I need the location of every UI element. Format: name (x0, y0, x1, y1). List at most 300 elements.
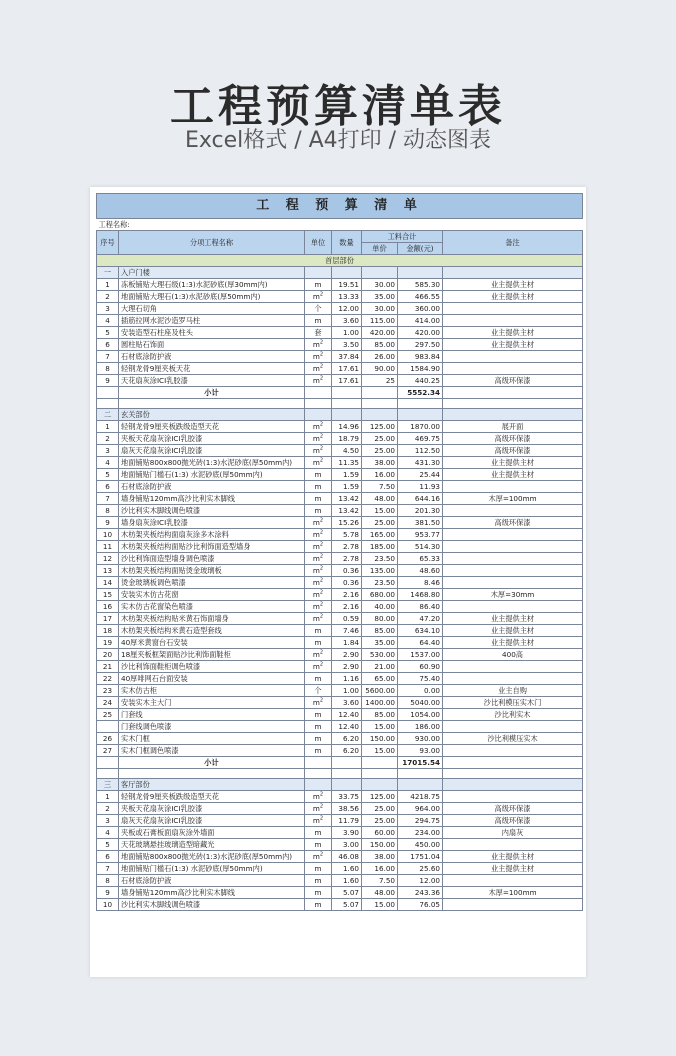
row-price: 530.00 (362, 649, 398, 661)
row-item-name: 扇灰天花扇灰涂ICI乳胶漆 (119, 445, 305, 457)
table-row (97, 745, 583, 757)
row-qty: 2.90 (332, 661, 362, 673)
row-note (443, 315, 583, 327)
row-qty: 5.07 (332, 887, 362, 899)
unit-superscript: 2 (319, 445, 324, 452)
row-item-name: 木枋架夹板结构贴米黄石饰面墙身 (119, 613, 305, 625)
row-item-name: 地面铺贴门槛石(1:3) 水泥砂底(厚50mm内) (119, 863, 305, 875)
row-qty: 1.60 (332, 863, 362, 875)
header-amount: 金额(元) (398, 243, 443, 255)
row-qty: 1.00 (332, 327, 362, 339)
subtotal-amount: 17015.54 (398, 757, 443, 769)
row-unit (305, 637, 332, 649)
poster-subtitle: Excel格式 / A4打印 / 动态图表 (184, 128, 492, 153)
row-note: 业主提供主材 (443, 327, 583, 339)
row-no: 4 (97, 457, 119, 469)
row-qty: 13.42 (332, 505, 362, 517)
table-row (97, 565, 583, 577)
row-qty: 1.16 (332, 673, 362, 685)
unit-text: 个 (314, 685, 322, 695)
row-no: 6 (97, 851, 119, 863)
unit-text: m (314, 709, 322, 719)
row-qty: 13.42 (332, 493, 362, 505)
row-item-name: 大理石切角 (119, 303, 305, 315)
row-amount: 297.50 (398, 339, 443, 351)
unit-superscript: 2 (319, 421, 324, 428)
row-no: 19 (97, 637, 119, 649)
row-note (443, 505, 583, 517)
row-no: 5 (97, 327, 119, 339)
row-unit (305, 721, 332, 733)
row-unit (305, 745, 332, 757)
row-amount: 25.44 (398, 469, 443, 481)
row-qty: 33.75 (332, 791, 362, 803)
unit-text: m (312, 613, 320, 623)
section-no: 一 (97, 267, 119, 279)
unit-text: m (314, 637, 322, 647)
unit-superscript: 2 (319, 577, 324, 584)
row-qty: 0.36 (332, 577, 362, 589)
unit-text: m (312, 851, 320, 861)
row-amount: 634.10 (398, 625, 443, 637)
row-price: 680.00 (362, 589, 398, 601)
row-amount: 1870.00 (398, 421, 443, 433)
row-amount: 64.40 (398, 637, 443, 649)
empty-cell (305, 769, 332, 779)
unit-text: m (314, 733, 322, 743)
row-unit (305, 815, 332, 827)
row-price: 85.00 (362, 709, 398, 721)
row-item-name: 木枋架夹板结构面贴烫金玻璃板 (119, 565, 305, 577)
row-note: 木厚=100mm (443, 887, 583, 899)
empty-cell (398, 779, 443, 791)
row-price: 16.00 (362, 469, 398, 481)
row-item-name: 安装造型石柱座及柱头 (119, 327, 305, 339)
unit-superscript: 2 (319, 291, 324, 298)
row-qty: 2.16 (332, 601, 362, 613)
table-row (97, 421, 583, 433)
row-item-name: 圆柱贴石饰面 (119, 339, 305, 351)
row-note: 高级环保漆 (443, 815, 583, 827)
row-price: 23.50 (362, 553, 398, 565)
unit-text: m (312, 791, 320, 801)
row-note: 业主提供主材 (443, 291, 583, 303)
row-unit (305, 433, 332, 445)
unit-superscript: 2 (319, 613, 324, 620)
row-qty: 12.00 (332, 303, 362, 315)
unit-text: m (314, 315, 322, 325)
row-unit (305, 827, 332, 839)
row-unit (305, 697, 332, 709)
row-unit (305, 375, 332, 387)
row-qty: 12.40 (332, 721, 362, 733)
row-qty: 19.51 (332, 279, 362, 291)
spacer-row (97, 399, 583, 409)
row-no: 1 (97, 279, 119, 291)
section-name: 入户门楼 (119, 267, 305, 279)
row-unit (305, 613, 332, 625)
row-amount: 1468.80 (398, 589, 443, 601)
row-price: 125.00 (362, 421, 398, 433)
section-name: 玄关部份 (119, 409, 305, 421)
header-qty: 数量 (332, 231, 362, 255)
table-row (97, 589, 583, 601)
table-row (97, 517, 583, 529)
row-note: 业主自购 (443, 685, 583, 697)
table-row (97, 851, 583, 863)
row-note: 木厚=100mm (443, 493, 583, 505)
row-amount: 381.50 (398, 517, 443, 529)
row-note (443, 351, 583, 363)
row-item-name: 石材底涂防护液 (119, 481, 305, 493)
row-qty: 3.00 (332, 839, 362, 851)
unit-text: m (312, 433, 320, 443)
table-row (97, 291, 583, 303)
unit-superscript: 2 (319, 339, 324, 346)
row-qty: 0.59 (332, 613, 362, 625)
row-qty: 1.59 (332, 469, 362, 481)
row-qty: 14.96 (332, 421, 362, 433)
row-qty: 7.46 (332, 625, 362, 637)
row-item-name: 40厚啡网石台面安装 (119, 673, 305, 685)
row-item-name: 墙身铺贴120mm高沙比利实木脚线 (119, 887, 305, 899)
empty-cell (362, 409, 398, 421)
table-row (97, 899, 583, 911)
row-no: 3 (97, 445, 119, 457)
row-no: 20 (97, 649, 119, 661)
empty-cell (398, 769, 443, 779)
unit-text: m (312, 291, 320, 301)
row-no: 15 (97, 589, 119, 601)
row-unit (305, 887, 332, 899)
row-unit (305, 685, 332, 697)
row-note (443, 875, 583, 887)
row-no: 8 (97, 875, 119, 887)
table-row (97, 433, 583, 445)
row-price: 135.00 (362, 565, 398, 577)
unit-superscript: 2 (319, 815, 324, 822)
empty-cell (443, 387, 583, 399)
unit-text: m (312, 445, 320, 455)
unit-superscript: 2 (319, 601, 324, 608)
row-unit (305, 351, 332, 363)
row-qty: 12.40 (332, 709, 362, 721)
row-unit (305, 839, 332, 851)
row-unit (305, 851, 332, 863)
row-price: 15.00 (362, 899, 398, 911)
row-qty: 46.08 (332, 851, 362, 863)
table-row (97, 649, 583, 661)
empty-cell (362, 757, 398, 769)
row-item-name: 沙比利饰面鞋柜调色喷漆 (119, 661, 305, 673)
floor-band-label: 首层部份 (97, 255, 583, 267)
row-amount: 112.50 (398, 445, 443, 457)
row-price: 25.00 (362, 517, 398, 529)
row-unit (305, 481, 332, 493)
table-row (97, 529, 583, 541)
table-row (97, 339, 583, 351)
row-no (97, 721, 119, 733)
row-unit (305, 577, 332, 589)
row-note: 业主提供主材 (443, 637, 583, 649)
row-qty: 37.84 (332, 351, 362, 363)
row-amount: 234.00 (398, 827, 443, 839)
row-price: 40.00 (362, 601, 398, 613)
table-row (97, 697, 583, 709)
row-unit (305, 469, 332, 481)
row-unit (305, 649, 332, 661)
row-item-name: 墙身铺贴120mm高沙比利实木脚线 (119, 493, 305, 505)
row-no: 8 (97, 363, 119, 375)
table-row (97, 279, 583, 291)
table-row (97, 625, 583, 637)
empty-cell (443, 779, 583, 791)
table-row (97, 505, 583, 517)
table-row (97, 481, 583, 493)
row-amount: 466.55 (398, 291, 443, 303)
row-qty: 2.78 (332, 541, 362, 553)
row-amount: 644.16 (398, 493, 443, 505)
row-amount: 440.25 (398, 375, 443, 387)
row-item-name: 烫金玻璃板调色喷漆 (119, 577, 305, 589)
row-price: 1400.00 (362, 697, 398, 709)
row-no: 4 (97, 315, 119, 327)
unit-text: m (314, 875, 322, 885)
unit-text: m (312, 815, 320, 825)
row-no: 9 (97, 887, 119, 899)
row-qty: 6.20 (332, 745, 362, 757)
unit-text: m (312, 649, 320, 659)
row-amount: 48.60 (398, 565, 443, 577)
row-item-name: 轻钢龙骨9厘夹板天花 (119, 363, 305, 375)
row-item-name: 夹板天花扇灰涂ICI乳胶漆 (119, 803, 305, 815)
row-amount: 25.60 (398, 863, 443, 875)
row-price: 80.00 (362, 613, 398, 625)
row-no: 8 (97, 505, 119, 517)
section-header-row (97, 409, 583, 421)
empty-cell (443, 409, 583, 421)
unit-text: m (314, 839, 322, 849)
unit-text: m (312, 803, 320, 813)
empty-cell (362, 267, 398, 279)
row-amount: 12.00 (398, 875, 443, 887)
row-price: 85.00 (362, 625, 398, 637)
row-no: 16 (97, 601, 119, 613)
row-item-name: 天花扇灰涂ICI乳胶漆 (119, 375, 305, 387)
unit-text: m (314, 279, 322, 289)
row-note (443, 565, 583, 577)
row-amount: 414.00 (398, 315, 443, 327)
row-no: 1 (97, 421, 119, 433)
row-amount: 431.30 (398, 457, 443, 469)
spacer-row (97, 769, 583, 779)
row-qty: 17.61 (332, 363, 362, 375)
row-item-name: 实木门框 (119, 733, 305, 745)
row-price: 48.00 (362, 887, 398, 899)
row-item-name: 石材底涂防护液 (119, 351, 305, 363)
unit-superscript: 2 (319, 589, 324, 596)
row-note (443, 839, 583, 851)
row-amount: 964.00 (398, 803, 443, 815)
row-price: 25.00 (362, 815, 398, 827)
row-no: 6 (97, 339, 119, 351)
row-no: 10 (97, 899, 119, 911)
unit-superscript: 2 (319, 791, 324, 798)
table-row (97, 315, 583, 327)
row-price: 15.00 (362, 745, 398, 757)
row-note (443, 721, 583, 733)
row-note: 400高 (443, 649, 583, 661)
row-amount: 5040.00 (398, 697, 443, 709)
row-qty: 5.78 (332, 529, 362, 541)
row-note (443, 363, 583, 375)
row-note: 业主提供主材 (443, 469, 583, 481)
unit-superscript: 2 (319, 517, 324, 524)
row-note (443, 541, 583, 553)
subtotal-row (97, 387, 583, 399)
poster-title: 工程预算清单表 (170, 81, 506, 132)
unit-text: m (314, 493, 322, 503)
row-price: 165.00 (362, 529, 398, 541)
row-amount: 4218.75 (398, 791, 443, 803)
row-no: 27 (97, 745, 119, 757)
subtotal-label: 小计 (119, 757, 305, 769)
row-unit (305, 303, 332, 315)
row-note: 高级环保漆 (443, 375, 583, 387)
row-amount: 420.00 (398, 327, 443, 339)
row-note: 高级环保漆 (443, 803, 583, 815)
row-unit (305, 709, 332, 721)
row-unit (305, 625, 332, 637)
row-no: 7 (97, 493, 119, 505)
row-no: 25 (97, 709, 119, 721)
empty-cell (119, 399, 305, 409)
row-unit (305, 803, 332, 815)
header-item: 分项工程名称 (119, 231, 305, 255)
row-price: 15.00 (362, 505, 398, 517)
row-amount: 11.93 (398, 481, 443, 493)
empty-cell (97, 387, 119, 399)
row-amount: 514.30 (398, 541, 443, 553)
row-qty: 1.60 (332, 875, 362, 887)
table-row (97, 351, 583, 363)
header-no: 序号 (97, 231, 119, 255)
table-row (97, 541, 583, 553)
row-amount: 75.40 (398, 673, 443, 685)
row-item-name: 夹板天花扇灰涂ICI乳胶漆 (119, 433, 305, 445)
row-qty: 18.79 (332, 433, 362, 445)
empty-cell (398, 267, 443, 279)
row-item-name: 实木仿古柜 (119, 685, 305, 697)
table-row (97, 733, 583, 745)
spreadsheet-preview (90, 187, 586, 977)
row-qty: 0.36 (332, 565, 362, 577)
table-row (97, 577, 583, 589)
table-row (97, 673, 583, 685)
row-price: 25.00 (362, 803, 398, 815)
unit-text: m (314, 469, 322, 479)
row-price: 26.00 (362, 351, 398, 363)
row-amount: 1537.00 (398, 649, 443, 661)
row-no: 9 (97, 517, 119, 529)
row-item-name: 地面铺贴大理石(1:3)水泥砂底(厚50mm内) (119, 291, 305, 303)
row-unit (305, 733, 332, 745)
row-unit (305, 445, 332, 457)
row-note: 高级环保漆 (443, 517, 583, 529)
row-unit (305, 553, 332, 565)
row-unit (305, 589, 332, 601)
row-qty: 2.78 (332, 553, 362, 565)
table-row (97, 553, 583, 565)
row-no: 21 (97, 661, 119, 673)
unit-text: m (312, 589, 320, 599)
row-unit (305, 327, 332, 339)
empty-cell (332, 769, 362, 779)
row-note (443, 303, 583, 315)
row-price: 35.00 (362, 637, 398, 649)
table-row (97, 791, 583, 803)
table-row (97, 613, 583, 625)
row-no: 3 (97, 815, 119, 827)
row-qty: 1.59 (332, 481, 362, 493)
unit-superscript: 2 (319, 803, 324, 810)
row-amount: 47.20 (398, 613, 443, 625)
row-price: 48.00 (362, 493, 398, 505)
row-unit (305, 601, 332, 613)
table-row (97, 363, 583, 375)
row-qty: 5.07 (332, 899, 362, 911)
row-price: 115.00 (362, 315, 398, 327)
unit-text: m (312, 375, 320, 385)
row-item-name: 沙比利饰面造型墙身调色喷漆 (119, 553, 305, 565)
row-price: 85.00 (362, 339, 398, 351)
row-unit (305, 279, 332, 291)
empty-cell (97, 399, 119, 409)
row-no: 1 (97, 791, 119, 803)
row-note: 展开面 (443, 421, 583, 433)
row-unit (305, 291, 332, 303)
unit-text: m (312, 529, 320, 539)
empty-cell (332, 267, 362, 279)
row-note (443, 899, 583, 911)
row-qty: 3.50 (332, 339, 362, 351)
row-note: 业主提供主材 (443, 625, 583, 637)
empty-cell (362, 399, 398, 409)
row-amount: 983.84 (398, 351, 443, 363)
row-amount: 294.75 (398, 815, 443, 827)
row-price: 25 (362, 375, 398, 387)
row-item-name: 轻钢龙骨9厘夹板跌级造型天花 (119, 791, 305, 803)
row-item-name: 地面铺贴800x800抛光砖(1:3)水泥砂底(厚50mm内) (119, 457, 305, 469)
row-unit (305, 791, 332, 803)
row-note: 内扇灰 (443, 827, 583, 839)
table-row (97, 327, 583, 339)
row-item-name: 40厚米黄窗台石安装 (119, 637, 305, 649)
row-item-name: 沙比利实木脚线调色喷漆 (119, 505, 305, 517)
unit-superscript: 2 (319, 565, 324, 572)
table-row (97, 445, 583, 457)
row-qty: 3.90 (332, 827, 362, 839)
row-amount: 1054.00 (398, 709, 443, 721)
table-row (97, 637, 583, 649)
unit-text: m (312, 601, 320, 611)
unit-text: m (312, 517, 320, 527)
empty-cell (332, 409, 362, 421)
empty-cell (362, 769, 398, 779)
row-unit (305, 875, 332, 887)
row-no: 23 (97, 685, 119, 697)
row-item-name: 插筋拉网水泥沙造罗马柱 (119, 315, 305, 327)
